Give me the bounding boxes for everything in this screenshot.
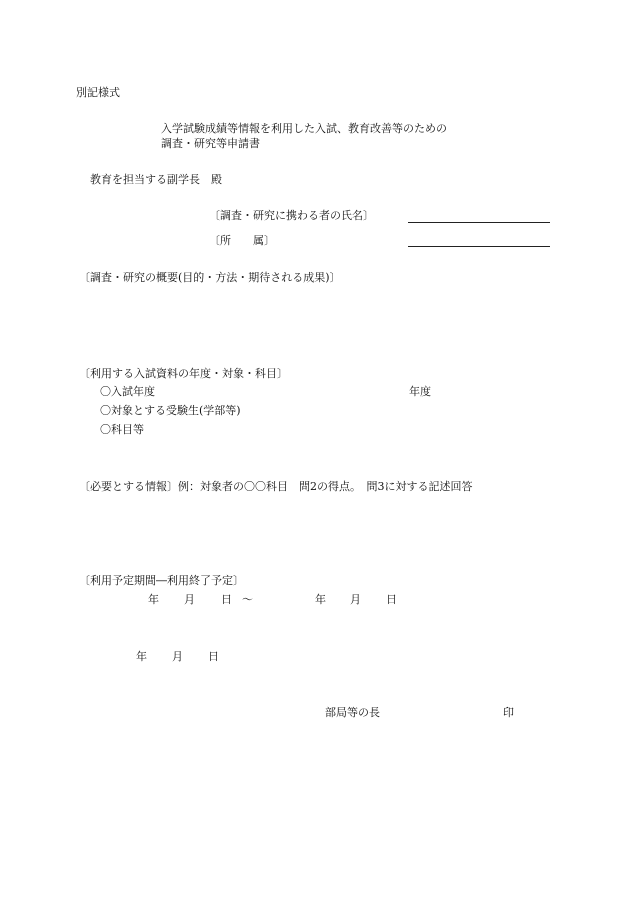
applicant-name-label: 〔調査・研究に携わる者の氏名〕 — [209, 209, 374, 222]
date-month: 月 — [172, 650, 183, 663]
materials-year-item: 〇入試年度 — [100, 385, 155, 398]
materials-subject-item: 〇科目等 — [100, 423, 144, 436]
addressee: 教育を担当する副学長 殿 — [90, 173, 222, 186]
period-start-month: 月 — [184, 593, 195, 606]
affiliation-label: 〔所 属〕 — [209, 234, 275, 247]
affiliation-field[interactable] — [408, 246, 550, 247]
seal-label: 印 — [503, 706, 514, 719]
date-year: 年 — [136, 650, 147, 663]
materials-year-unit: 年度 — [409, 385, 431, 398]
overview-label: 〔調査・研究の概要(目的・方法・期待される成果)〕 — [79, 271, 341, 284]
form-title-line2: 調査・研究等申請書 — [161, 137, 260, 150]
period-start-day: 日 — [221, 593, 232, 606]
period-end-day: 日 — [386, 593, 397, 606]
period-tilde: 〜 — [242, 593, 253, 606]
form-title-line1: 入学試験成績等情報を利用した入試、教育改善等のための — [161, 122, 447, 135]
period-end-month: 月 — [350, 593, 361, 606]
materials-examinee-item: 〇対象とする受験生(学部等) — [100, 404, 241, 417]
dept-head-label: 部局等の長 — [325, 706, 380, 719]
period-start-year: 年 — [148, 593, 159, 606]
date-day: 日 — [208, 650, 219, 663]
period-end-year: 年 — [315, 593, 326, 606]
form-label: 別記様式 — [76, 86, 120, 99]
required-info: 〔必要とする情報〕例：対象者の〇〇科目 問2の得点。 問3に対する記述回答 — [79, 480, 473, 493]
period-label: 〔利用予定期間―利用終了予定〕 — [79, 574, 244, 587]
materials-label: 〔利用する入試資料の年度・対象・科目〕 — [79, 367, 288, 380]
applicant-name-field[interactable] — [408, 222, 550, 223]
